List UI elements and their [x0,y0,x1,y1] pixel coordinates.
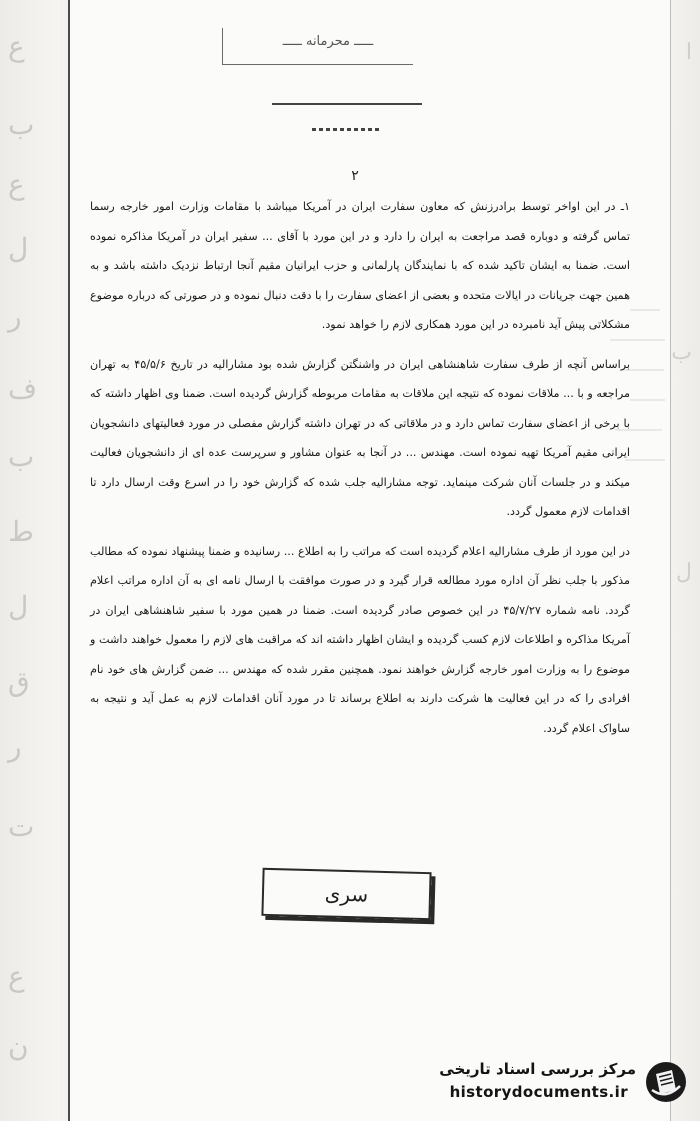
margin-char: ا [685,40,692,65]
logo-url: historydocuments.ir [449,1083,628,1101]
margin-char: ط [8,515,34,548]
stamp-text: سری [324,881,369,907]
margin-char: ر [8,300,22,333]
margin-char: ب [671,340,692,365]
margin-char: ل [676,560,692,585]
margin-char: ب [8,108,35,141]
paragraph: در این مورد از طرف مشارالیه اعلام گردیده است که مراتب را به اطلاع ... رسانیده و ضمنا پیشنهاد نموده که مطالب مذکور با جلب نظر آن اداره مورد مطالعه قرار گیرد و در صورت موافقت با ارسال نامه ای به آن اداره مراتب اعلام گردد. نامه شماره ۴۵/۷/۲۷ در این خصوص صادر گردیده است. ضمنا در همین مورد با سفیر شاهنشاهی ایران در آمریکا مذاکره و اطلاعات لازم کسب گردیده و ایشان اظهار داشته اند که مراقبت های لازم را معمول خواهند داشت و موضوع را به وزارت امور خارجه گزارش خواهند نمود. همچنین مقرر شده که مهندس ... ضمن گزارش های خود نام افرادی را که در این فعالیت ها شرکت دارند به اطلاع برساند تا در مورد آنان اقدامات لازم به عمل آید و نتیجه به ساواک اعلام گردد. [90,544,631,735]
margin-char: ل [8,232,29,265]
margin-char: ب [8,440,35,473]
page-number: ۲ [351,168,359,184]
document-body [90,192,630,743]
paragraph: براساس آنچه از طرف سفارت شاهنشاهی ایران در واشنگتن گزارش شده بود مشارالیه در تاریخ ۴۵/۵/۶ به تهران مراجعه و با ... ملاقات نموده که نتیجه این ملاقات به مقامات مربوطه گزارش گردیده است. ضمنا وی اظهار داشته که با برخی از اعضای سفارت تماس دارد و در ملاقاتی که در تهران داشته گزارش مفصلی در مورد فعالیتهای دانشجویان ایرانی مقیم آمریکا تهیه نموده است. مهندس ... در آنجا به عنوان مشاور و سرپرست عده ای از دانشجویان فعالیت میکند و در جلسات آنان شرکت مینماید. توجه مشارالیه جلب شده که گزارش خود را در اسرع وقت ارسال دارد تا اقدامات لازم معمول گردد. [90,357,630,518]
margin-char: ع [8,960,25,993]
margin-char: ت [8,810,35,843]
paragraph: ۱ـ در این اواخر توسط برادرزنش که معاون سفارت ایران در آمریکا میباشد با مقامات وزارت امور خارجه رسما تماس گرفته و دوباره قصد مراجعت به ایران را دارد و در این مورد با آقای ... سفیر ایران در آمریکا مذاکره نموده است. ضمنا به ایشان تاکید شده که با نمایندگان پارلمانی و حزب ایرانیان مقیم آنجا ارتباط نزدیک داشته باشد و به همین جهت جریانات در ایالات متحده و بعضی از اعضای سفارت را با دقت دنبال نموده و در صورتی که درباره موضوع مشکلاتی پیش آید نامبرده در این مورد همکاری لازم را خواهد نمود. [90,200,630,331]
document-archive-logo-icon [644,1060,688,1104]
margin-char: ع [8,30,25,63]
watermark-logo [412,1052,700,1121]
margin-char: ع [8,168,25,201]
classification-dash [312,128,382,131]
secret-stamp [261,868,431,920]
margin-char: ن [8,1030,29,1063]
logo-title: مرکز بررسی اسناد تاریخی [439,1060,636,1078]
header-text: ـــــ محرمانه ـــــ [282,34,374,49]
left-page-edge [0,0,60,1121]
margin-char: ر [8,730,22,763]
margin-char: ق [8,665,30,698]
margin-char: ف [8,372,38,405]
classification-line [272,103,422,139]
margin-char: ل [8,590,29,623]
